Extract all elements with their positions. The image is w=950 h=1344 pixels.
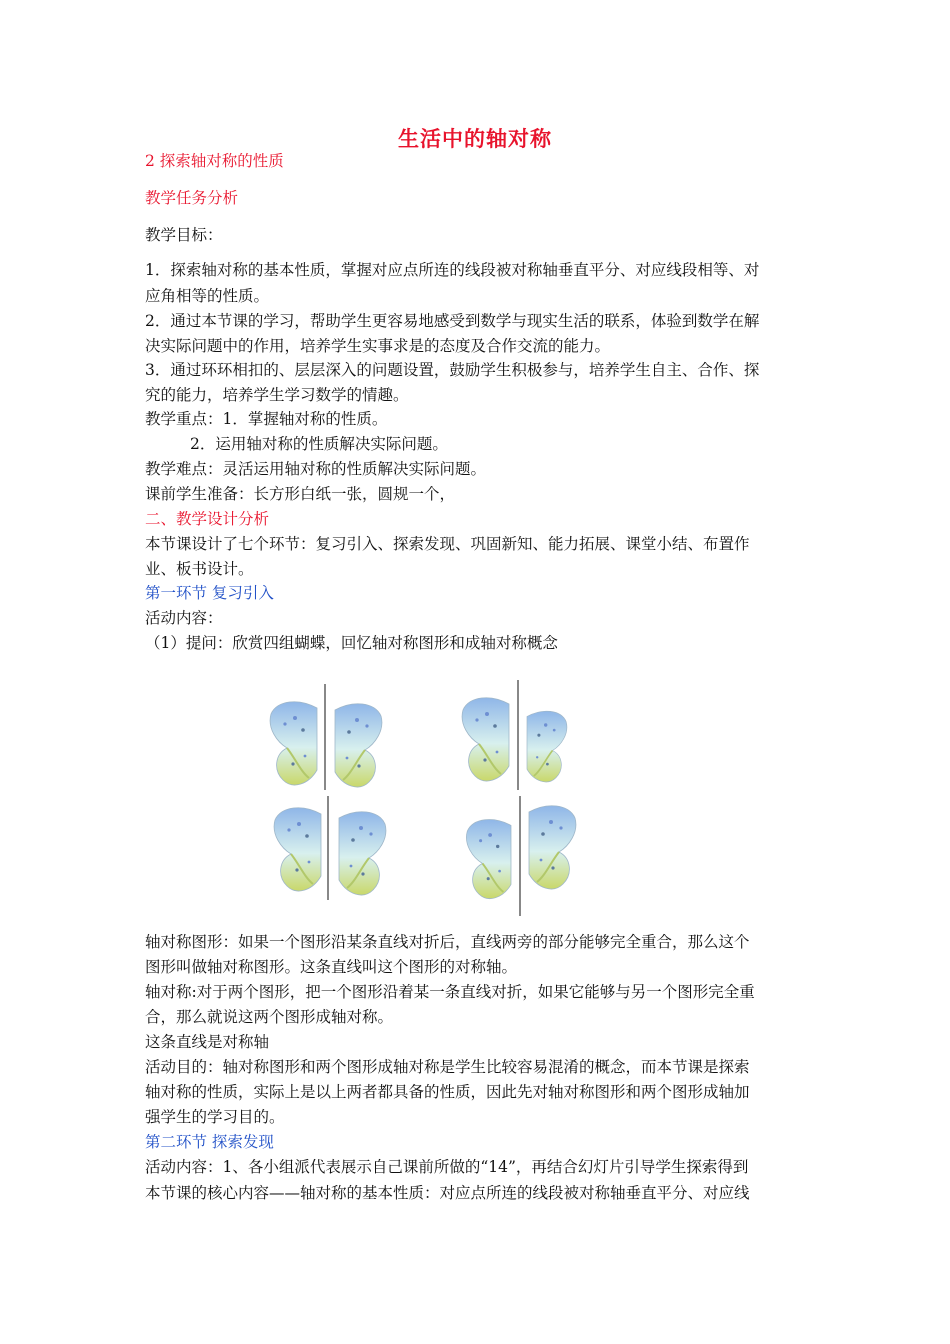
activity-label: 活动内容： (145, 609, 223, 627)
step-2-heading: 第二环节 探索发现 (145, 1133, 274, 1151)
step-2-line-1: 活动内容：1、各小组派代表展示自己课前所做的“14”，再结合幻灯片引导学生探索得到 (145, 1158, 749, 1176)
butterfly-pair-1 (270, 684, 382, 790)
purpose-line-3: 强学生的学习目的。 (145, 1108, 285, 1126)
goal-2-line-2: 决实际问题中的作用，培养学生实事求是的态度及合作交流的能力。 (145, 337, 611, 355)
design-heading: 二、教学设计分析 (145, 510, 270, 528)
key-point-2: 2．运用轴对称的性质解决实际问题。 (190, 435, 448, 453)
goal-3-line-1: 3．通过环环相扣的、层层深入的问题设置，鼓励学生积极参与，培养学生自主、合作、探 (145, 361, 760, 379)
task-analysis-heading: 教学任务分析 (145, 189, 239, 207)
purpose-line-1: 活动目的：轴对称图形和两个图形成轴对称是学生比较容易混淆的概念，而本节课是探索 (145, 1058, 750, 1076)
goal-3-line-2: 究的能力，培养学生学习数学的情趣。 (145, 386, 409, 404)
step-2-line-2: 本节课的核心内容——轴对称的基本性质：对应点所连的线段被对称轴垂直平分、对应线 (145, 1184, 750, 1202)
butterfly-pair-2 (462, 680, 567, 790)
butterfly-pair-4 (466, 796, 575, 916)
goal-1-line-2: 应角相等的性质。 (145, 287, 270, 305)
difficulty-line: 教学难点：灵活运用轴对称的性质解决实际问题。 (145, 460, 487, 478)
page-title: 生活中的轴对称 (398, 126, 552, 151)
step-1-heading: 第一环节 复习引入 (145, 584, 274, 602)
definition-1-line-2: 图形叫做轴对称图形。这条直线叫这个图形的对称轴。 (145, 958, 518, 976)
goal-1-line-1: 1．探索轴对称的基本性质，掌握对应点所连的线段被对称轴垂直平分、对应线段相等、对 (145, 261, 760, 279)
purpose-line-2: 轴对称的性质，实际上是以上两者都具备的性质，因此先对轴对称图形和两个图形成轴加 (145, 1083, 750, 1101)
definition-1-line-1: 轴对称图形：如果一个图形沿某条直线对折后，直线两旁的部分能够完全重合，那么这个 (145, 933, 750, 951)
butterfly-pairs-figure (265, 678, 610, 918)
preparation-line: 课前学生准备：长方形白纸一张，圆规一个， (145, 485, 456, 503)
section-label: 2 探索轴对称的性质 (145, 152, 284, 170)
key-point-1: 教学重点：1．掌握轴对称的性质。 (145, 410, 388, 428)
design-line-1: 本节课设计了七个环节：复习引入、探索发现、巩固新知、能力拓展、课堂小结、布置作 (145, 535, 750, 553)
axis-line: 这条直线是对称轴 (145, 1033, 270, 1051)
definition-2-line-2: 合，那么就说这两个图形成轴对称。 (145, 1008, 394, 1026)
butterfly-pair-3 (274, 796, 386, 900)
definition-2-line-1: 轴对称:对于两个图形，把一个图形沿着某一条直线对折，如果它能够与另一个图形完全重 (145, 983, 755, 1001)
goals-label: 教学目标： (145, 226, 223, 244)
question-1: （1）提问：欣赏四组蝴蝶，回忆轴对称图形和成轴对称概念 (145, 634, 558, 652)
design-line-2: 业、板书设计。 (145, 560, 254, 578)
goal-2-line-1: 2．通过本节课的学习，帮助学生更容易地感受到数学与现实生活的联系，体验到数学在解 (145, 312, 760, 330)
